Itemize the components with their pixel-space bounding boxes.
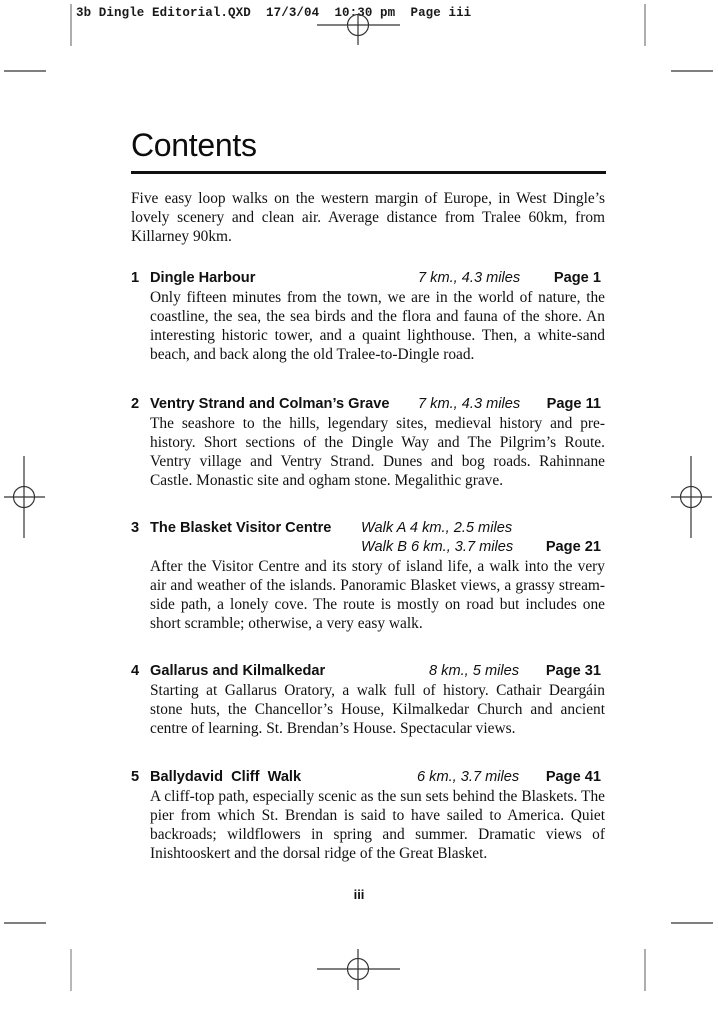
slug-page: Page iii	[410, 6, 472, 20]
entry-page	[546, 538, 601, 557]
contents-entry	[131, 662, 605, 738]
entry-page	[546, 768, 601, 787]
entry-title: The Blasket Visitor Centre	[150, 520, 332, 536]
slug-date: 17/3/04	[266, 6, 320, 20]
entry-page	[554, 269, 601, 288]
page-folio: iii	[353, 887, 365, 902]
entry-number: 1	[131, 270, 140, 286]
title-rule	[131, 171, 606, 174]
entry-title: Ballydavid Cliff Walk	[150, 769, 302, 785]
entry-description: Starting at Gallarus Oratory, a walk full of history. Cathair Deargáin stone huts, the Chancellor’s House, Kilmalkedar Church and ancient centre of learning. St. Brendan’s House. Spectacular views.	[150, 682, 605, 737]
entry-distance-walk-a: Walk A 4 km., 2.5 miles	[361, 520, 513, 536]
entry-distance-walk-b: Walk B 6 km., 3.7 miles	[361, 539, 514, 555]
contents-entry	[131, 269, 605, 364]
entry-title: Dingle Harbour	[150, 270, 256, 286]
registration-mark-left	[4, 456, 45, 538]
entry-page	[546, 662, 601, 681]
entry-heading	[131, 269, 605, 288]
entry-description: The seashore to the hills, legendary sites, medieval history and pre-history. Short sections of the Dingle Way and The Pilgrim’s Route. Ventry village and Ventry Strand. Dunes and bog roads. Rahinnane Castle. Monastic site and ogham stone. Megalithic grave.	[150, 415, 605, 489]
entry-distance: 8 km., 5 miles	[429, 663, 520, 679]
entry-number: 2	[131, 396, 140, 412]
intro-paragraph: Five easy loop walks on the western margin of Europe, in West Dingle’s lovely scenery and clean air. Average distance from Tralee 60km, from Killarney 90km.	[131, 190, 605, 245]
entry-description: A cliff-top path, especially scenic as the sun sets behind the Blaskets. The pier from which St. Brendan is said to have sailed to America. Quiet backroads; wildflowers in spring and summer. Dramatic views of Inishtooskert and the dorsal ridge of the Great Blasket.	[150, 788, 605, 862]
entry-distance: 7 km., 4.3 miles	[418, 270, 521, 286]
entry-number: 4	[131, 663, 140, 679]
page-number: 41	[584, 769, 601, 785]
entry-heading	[131, 395, 605, 414]
entry-distance: 7 km., 4.3 miles	[418, 396, 521, 412]
entry-title: Ventry Strand and Colman’s Grave	[150, 396, 390, 412]
printer-slug	[76, 6, 471, 20]
registration-mark-bottom	[317, 949, 400, 990]
page-label: Page	[553, 270, 589, 286]
page-label: Page	[545, 539, 581, 555]
contents-entry	[131, 768, 605, 863]
entry-number: 3	[131, 520, 140, 536]
entry-heading	[131, 768, 605, 787]
page-label: Page	[546, 396, 582, 412]
page-number: 11	[585, 396, 601, 412]
page-title: Contents	[131, 127, 257, 163]
entry-page	[547, 395, 601, 414]
entry-description: Only fifteen minutes from the town, we are in the world of nature, the coastline, the sea, the sea birds and the flora and fauna of the shore. An interesting historic tower, and a quaint lighthouse. Then, a white-sand beach, and back along the old Tralee-to-Dingle road.	[150, 289, 605, 363]
entry-distance: 6 km., 3.7 miles	[417, 769, 520, 785]
entry-heading	[131, 662, 605, 681]
entry-number: 5	[131, 769, 140, 785]
contents-entry	[131, 519, 605, 633]
registration-mark-right	[671, 456, 712, 538]
entry-heading	[131, 519, 605, 538]
entry-description: After the Visitor Centre and its story of island life, a walk into the very air and weather of the islands. Panoramic Blasket views, a grassy stream-side path, a lonely cove. The route is mostly on road but includes one short scramble; otherwise, a very easy walk.	[150, 558, 605, 632]
contents-entry	[131, 395, 605, 490]
page-label: Page	[545, 769, 581, 785]
entry-heading-line-2	[131, 538, 605, 557]
page-number: 1	[592, 270, 601, 286]
page-label: Page	[545, 663, 581, 679]
entry-title: Gallarus and Kilmalkedar	[150, 663, 326, 679]
page-number: 21	[584, 539, 601, 555]
slug-time: 10:30 pm	[334, 6, 396, 20]
page-number: 31	[584, 663, 601, 679]
slug-file: 3b Dingle Editorial.QXD	[76, 6, 251, 20]
